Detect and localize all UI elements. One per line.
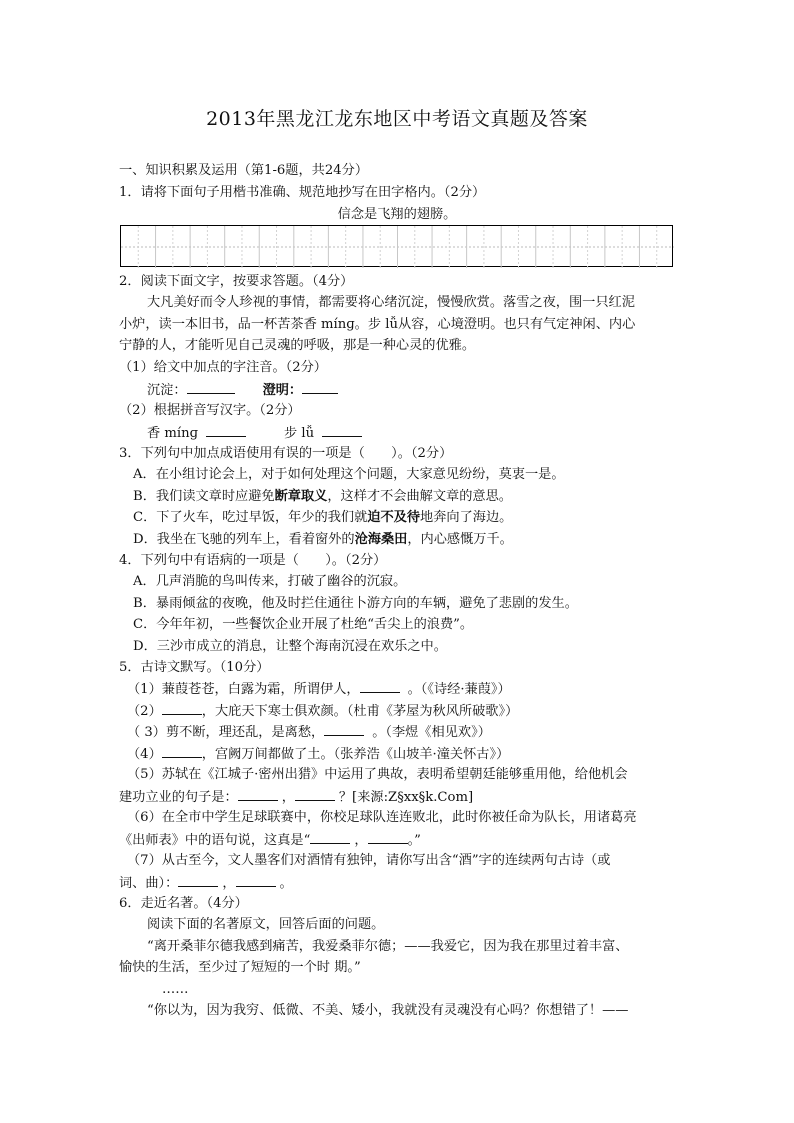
q6-quote-line: “离开桑菲尔德我感到痛苦，我爱桑菲尔德；——我爱它，因为我在那里过着丰富、: [147, 939, 629, 954]
q4-option-c: C．今年年初，一些餐饮企业开展了杜绝“舌尖上的浪费”。: [133, 617, 474, 632]
q5-line-1: （1）蒹葭苍苍，白露为霜，所谓伊人， 。（《诗经·蒹葭》）: [127, 679, 511, 700]
answer-blank[interactable]: [162, 744, 202, 758]
q6-ellipsis: ……: [162, 982, 189, 997]
q1-stem: 1．请将下面句子用楷书准确、规范地抄写在田字格内。（2分）: [119, 185, 486, 200]
q4-option-d: D．三沙市成立的消息，让整个海南沉浸在欢乐之中。: [133, 639, 447, 654]
q5-stem: 5．古诗文默写。（10分）: [119, 660, 270, 675]
q3-option-d: D．我坐在飞驰的列车上，看着窗外的沧海桑田，内心感慨万千。: [133, 532, 513, 547]
q5-line-6a: （6）在全市中学生足球联赛中，你校足球队连连败北，此时你被任命为队长，用诸葛亮: [127, 810, 637, 825]
q6-intro: 阅读下面的名著原文，回答后面的问题。: [147, 917, 385, 932]
q3-option-a: A．在小组讨论会上，对于如何处理这个问题，大家意见纷纷，莫衷一是。: [133, 467, 565, 482]
q2-sub1-answers: [147, 380, 338, 401]
answer-blank[interactable]: [187, 380, 235, 394]
q2-sub2-answers: [147, 423, 362, 444]
q5-line-5b: 建功立业的句子是： ， ？[来源:Z§xx§k.Com]: [119, 787, 473, 808]
q6-stem: 6．走近名著。（4分）: [119, 896, 248, 911]
q6-quote-line: 愉快的生活，至少过了短短的一个时 期。”: [119, 960, 361, 975]
q6-quote-line: “你以为，因为我穷、低微、不美、矮小，我就没有灵魂没有心吗？你想错了！——: [147, 1003, 629, 1018]
q5-line-4: （4） ，宫阙万间都做了土。（张养浩《山坡羊·潼关怀古》）: [127, 744, 509, 765]
answer-blank[interactable]: [368, 830, 408, 844]
q3-option-c: C．下了火车，吃过早饭，年少的我们就迫不及待地奔向了海边。: [133, 510, 513, 525]
q5-line-6b: 《出师表》中的语句说，这真是“ ， 。”: [119, 830, 421, 851]
page-title: 2013年黑龙江龙东地区中考语文真题及答案: [206, 108, 588, 130]
grid-lines: [121, 226, 674, 268]
label-bu-lv: 步 lǚ: [284, 426, 315, 441]
label-xiang-ming: 香 mínɡ: [147, 426, 199, 441]
answer-blank[interactable]: [322, 423, 362, 437]
idiom-duanzhangquyi: 断章取义: [274, 489, 328, 504]
idiom-canghaisangtian: 沧海桑田: [354, 532, 408, 547]
label-chengming: 澄明：: [262, 383, 303, 398]
section-heading: 一、知识积累及运用（第1-6题，共24分）: [119, 163, 369, 178]
answer-blank[interactable]: [162, 701, 202, 715]
q2-sub2: （2）根据拼音写汉字。（2分）: [119, 403, 301, 418]
q4-option-b: B．暴雨倾盆的夜晚，他及时拦住通往卜游方向的车辆，避免了悲剧的发生。: [133, 596, 578, 611]
label-chendian: 沉淀：: [147, 383, 187, 398]
q2-passage-line: 大凡美好而令人珍视的事情，都需要将心绪沉淀，慢慢欣赏。落雪之夜，围一只红泥: [147, 295, 635, 310]
q2-passage-line: 宁静的人，才能听见自己灵魂的呼吸，那是一种心灵的优雅。: [119, 338, 476, 353]
q2-stem: 2．阅读下面文字，按要求答题。（4分）: [119, 274, 354, 289]
q5-line-7b: 词、曲）： ， 。: [119, 873, 293, 894]
q3-stem: 3．下列句中加点成语使用有误的一项是（ ）。（2分）: [119, 446, 453, 461]
answer-blank[interactable]: [238, 787, 278, 801]
answer-blank[interactable]: [236, 873, 276, 887]
q3-option-b: B．我们读文章时应避免断章取义，这样才不会曲解文章的意思。: [133, 489, 512, 504]
q4-stem: 4．下列句中有语病的一项是（ ）。（2分）: [119, 553, 387, 568]
answer-blank[interactable]: [302, 380, 338, 394]
q4-option-a: A．几声消脆的鸟叫传来，打破了幽谷的沉寂。: [133, 574, 407, 589]
answer-blank[interactable]: [206, 423, 246, 437]
q5-line-2: （2） ，大庇天下寒士俱欢颜。（杜甫《茅屋为秋风所破歌》）: [127, 701, 518, 722]
q5-line-5a: （5）苏轼在《江城子·密州出猎》中运用了典故，表明希望朝廷能够重用他，给他机会: [127, 767, 628, 782]
tianzige-grid[interactable]: [120, 225, 673, 267]
answer-blank[interactable]: [295, 787, 335, 801]
q5-line-7a: （7）从古至今，文人墨客们对酒情有独钟，请你写出含“酒”字的连续两句古诗（或: [127, 853, 611, 868]
answer-blank[interactable]: [360, 679, 400, 693]
answer-blank[interactable]: [324, 722, 364, 736]
answer-blank[interactable]: [310, 830, 350, 844]
q2-passage-line: 小炉，读一本旧书，品一杯苦茶香 mínɡ。步 lǚ从容，心境澄明。也只有气定神闲、内心: [119, 317, 636, 332]
q1-sentence: 信念是飞翔的翅膀。: [337, 207, 457, 222]
q5-line-3: （ 3）剪不断，理还乱，是离愁， 。（李煜《相见欢》）: [127, 722, 491, 743]
answer-blank[interactable]: [178, 873, 218, 887]
q2-sub1: （1）给文中加点的字注音。（2分）: [119, 360, 327, 375]
idiom-pobujidai: 迫不及待: [367, 510, 421, 525]
